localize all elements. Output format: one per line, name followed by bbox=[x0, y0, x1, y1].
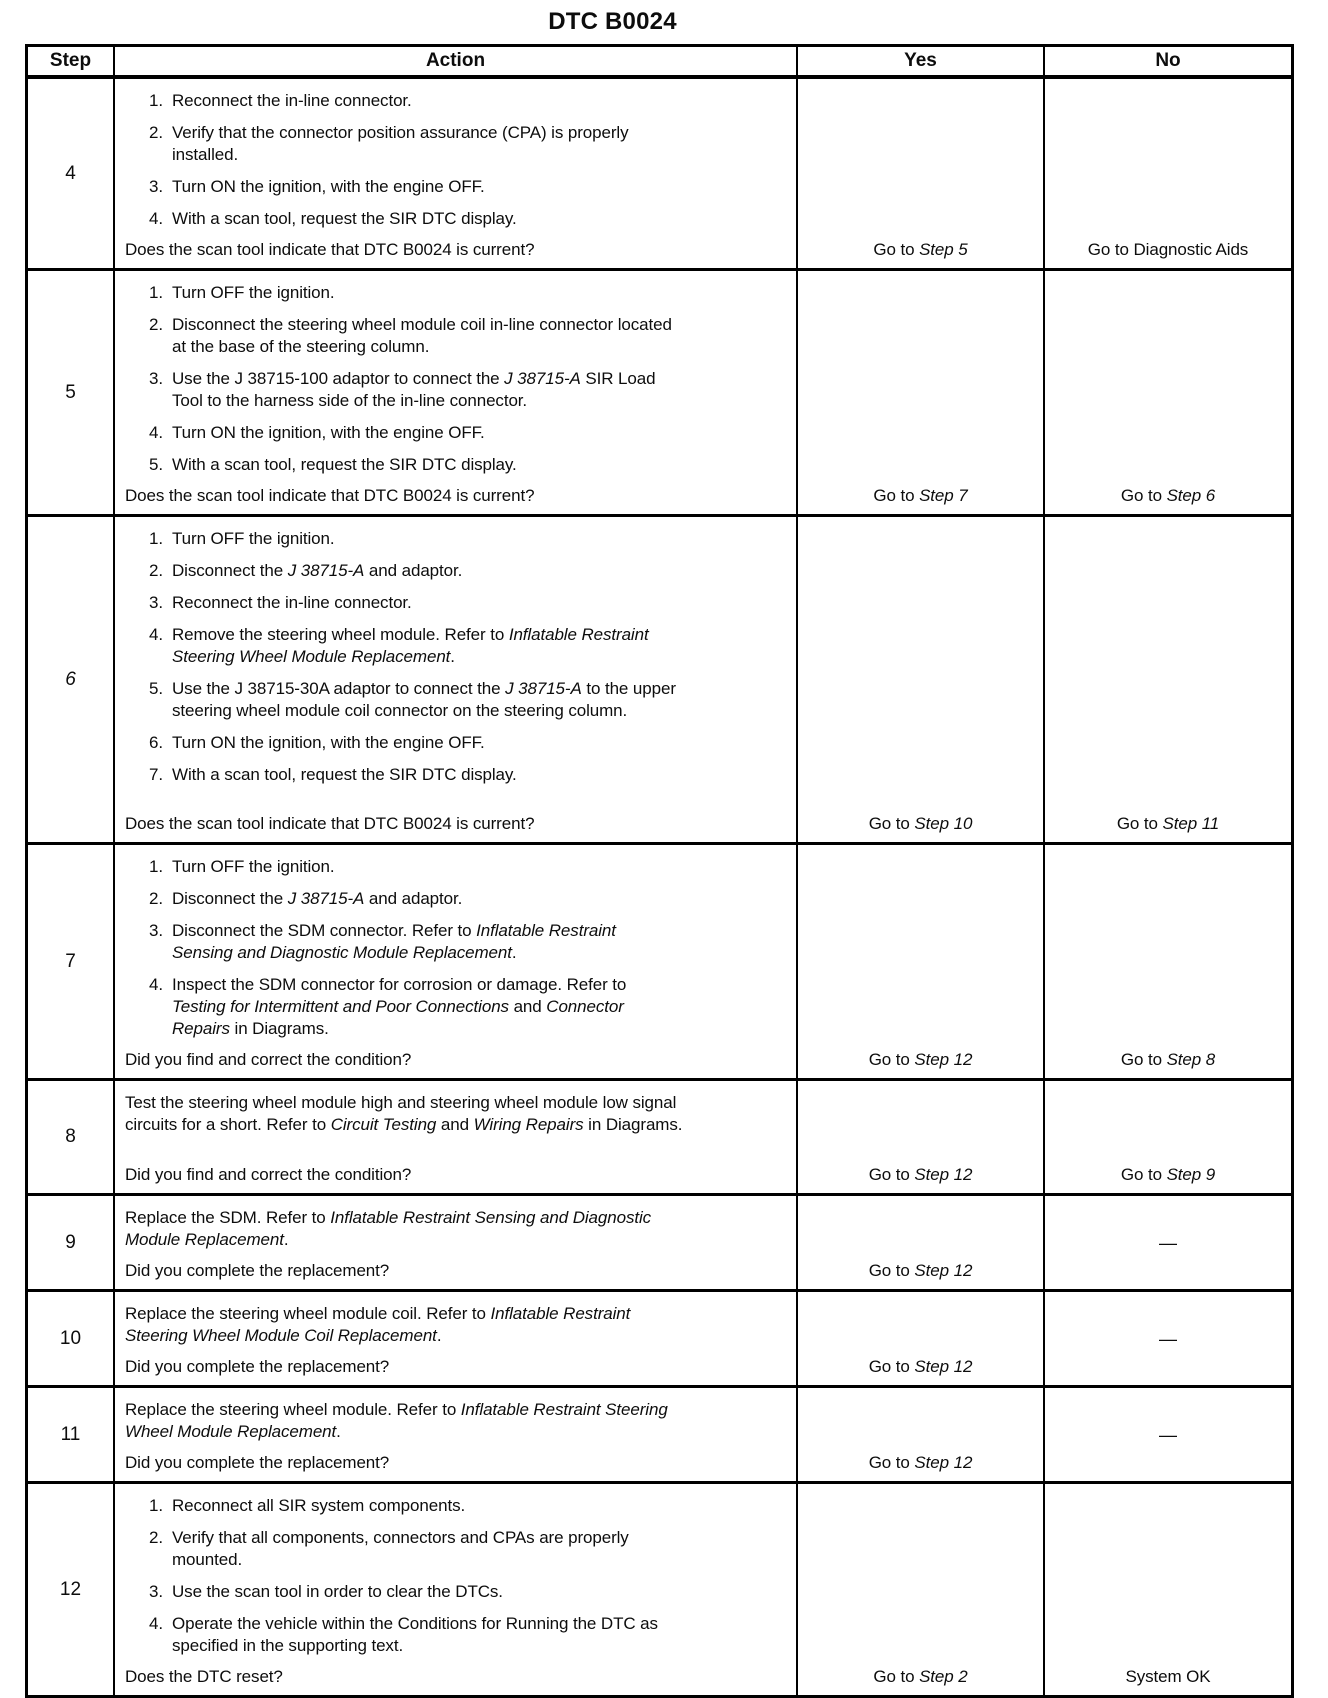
question-text: Did you complete the replacement? bbox=[125, 1357, 390, 1376]
item-number: 4. bbox=[149, 625, 163, 644]
item-text: Reconnect the in-line connector. bbox=[172, 91, 412, 110]
action-cell bbox=[115, 1484, 798, 1695]
action-item bbox=[125, 1527, 790, 1571]
item-text: Use the J 38715-30A adaptor to connect the J 38715-A to the upper steering wheel module coil connector on the steering column. bbox=[172, 679, 676, 720]
action-list bbox=[125, 856, 790, 1040]
goto-text: System OK bbox=[1125, 1667, 1211, 1686]
item-number: 3. bbox=[149, 1582, 163, 1601]
no-cell bbox=[1045, 271, 1291, 514]
action-cell bbox=[115, 1388, 798, 1481]
action-item bbox=[125, 1581, 790, 1603]
goto-text: Go to Step 9 bbox=[1120, 1165, 1216, 1184]
yes-cell bbox=[798, 1388, 1045, 1481]
step-cell bbox=[28, 79, 115, 268]
question-text: Does the scan tool indicate that DTC B0024 is current? bbox=[125, 240, 535, 259]
action-item bbox=[125, 314, 790, 358]
item-text: Reconnect the in-line connector. bbox=[172, 593, 412, 612]
item-text: Turn OFF the ignition. bbox=[172, 283, 335, 302]
item-text: Use the J 38715-100 adaptor to connect the J 38715-A SIR Load Tool to the harness side of the in-line connector. bbox=[172, 369, 656, 410]
action-paragraph: Replace the SDM. Refer to Inflatable Restraint Sensing and Diagnostic Module Replacement. bbox=[125, 1208, 652, 1249]
item-number: 1. bbox=[149, 91, 163, 110]
action-cell bbox=[115, 1292, 798, 1385]
action-item bbox=[125, 678, 790, 722]
table-row bbox=[28, 517, 1291, 845]
step-cell bbox=[28, 517, 115, 842]
action-item bbox=[125, 560, 790, 582]
item-number: 2. bbox=[149, 561, 163, 580]
action-item bbox=[125, 856, 790, 878]
item-text: Inspect the SDM connector for corrosion or damage. Refer to Testing for Intermittent and Poor Connections and Connector Repairs in Diagrams. bbox=[172, 975, 627, 1038]
item-text: Disconnect the SDM connector. Refer to Inflatable Restraint Sensing and Diagnostic Module Replacement. bbox=[172, 921, 616, 962]
dash-placeholder: — bbox=[1159, 1424, 1177, 1445]
action-item bbox=[125, 888, 790, 910]
step-number: 4 bbox=[65, 162, 76, 184]
no-cell bbox=[1045, 1292, 1291, 1385]
item-number: 2. bbox=[149, 889, 163, 908]
goto-text: Go to Step 12 bbox=[868, 1261, 973, 1280]
table-row bbox=[28, 271, 1291, 517]
item-number: 1. bbox=[149, 529, 163, 548]
action-cell bbox=[115, 1081, 798, 1193]
action-item bbox=[125, 454, 790, 476]
header-cell-step: Step bbox=[28, 47, 115, 75]
action-cell bbox=[115, 271, 798, 514]
action-item bbox=[125, 90, 790, 112]
action-paragraph: Replace the steering wheel module. Refer to Inflatable Restraint Steering Wheel Module Replacement. bbox=[125, 1400, 668, 1441]
no-cell bbox=[1045, 79, 1291, 268]
action-list bbox=[125, 528, 790, 786]
item-text: Verify that all components, connectors and CPAs are properly mounted. bbox=[172, 1528, 629, 1569]
yes-cell bbox=[798, 1196, 1045, 1289]
yes-cell bbox=[798, 845, 1045, 1078]
step-cell bbox=[28, 1081, 115, 1193]
question-text: Does the DTC reset? bbox=[125, 1667, 283, 1686]
action-cell bbox=[115, 1196, 798, 1289]
step-number: 10 bbox=[59, 1327, 82, 1349]
header-cell-no: No bbox=[1155, 50, 1181, 71]
table-header-row bbox=[28, 47, 1291, 79]
item-text: With a scan tool, request the SIR DTC display. bbox=[172, 455, 517, 474]
item-number: 5. bbox=[149, 679, 163, 698]
yes-cell bbox=[798, 271, 1045, 514]
step-number: 5 bbox=[65, 381, 76, 403]
yes-cell bbox=[798, 79, 1045, 268]
action-cell bbox=[115, 79, 798, 268]
question-text: Does the scan tool indicate that DTC B0024 is current? bbox=[125, 486, 535, 505]
goto-text: Go to Step 2 bbox=[873, 1667, 968, 1686]
question-text: Did you complete the replacement? bbox=[125, 1453, 390, 1472]
item-number: 4. bbox=[149, 423, 163, 442]
action-paragraph: Replace the steering wheel module coil. Refer to Inflatable Restraint Steering Wheel Module Coil Replacement. bbox=[125, 1304, 631, 1345]
action-item bbox=[125, 920, 790, 964]
item-number: 3. bbox=[149, 177, 163, 196]
table-row bbox=[28, 1292, 1291, 1388]
action-item bbox=[125, 528, 790, 550]
item-number: 2. bbox=[149, 315, 163, 334]
action-item bbox=[125, 176, 790, 198]
header-cell-action: Action bbox=[115, 47, 798, 75]
item-text: Disconnect the steering wheel module coil in-line connector located at the base of the steering column. bbox=[172, 315, 672, 356]
item-text: Remove the steering wheel module. Refer to Inflatable Restraint Steering Wheel Module Replacement. bbox=[172, 625, 649, 666]
goto-text: Go to Step 12 bbox=[868, 1165, 973, 1184]
no-cell bbox=[1045, 845, 1291, 1078]
item-text: Verify that the connector position assurance (CPA) is properly installed. bbox=[172, 123, 629, 164]
dash-placeholder: — bbox=[1159, 1328, 1177, 1349]
item-number: 3. bbox=[149, 921, 163, 940]
step-cell bbox=[28, 271, 115, 514]
no-cell bbox=[1045, 517, 1291, 842]
goto-text: Go to Step 5 bbox=[873, 240, 968, 259]
item-number: 1. bbox=[149, 857, 163, 876]
item-text: Turn OFF the ignition. bbox=[172, 857, 335, 876]
item-number: 3. bbox=[149, 593, 163, 612]
step-cell bbox=[28, 845, 115, 1078]
question-text: Did you find and correct the condition? bbox=[125, 1050, 412, 1069]
no-cell bbox=[1045, 1484, 1291, 1695]
goto-text: Go to Step 12 bbox=[868, 1050, 973, 1069]
goto-text: Go to Step 11 bbox=[1116, 814, 1220, 833]
no-cell bbox=[1045, 1196, 1291, 1289]
yes-cell bbox=[798, 1292, 1045, 1385]
table-row bbox=[28, 1196, 1291, 1292]
item-text: Reconnect all SIR system components. bbox=[172, 1496, 466, 1515]
step-cell bbox=[28, 1196, 115, 1289]
step-cell bbox=[28, 1292, 115, 1385]
yes-cell bbox=[798, 517, 1045, 842]
page-title: DTC B0024 bbox=[548, 8, 677, 35]
yes-cell bbox=[798, 1484, 1045, 1695]
item-text: With a scan tool, request the SIR DTC display. bbox=[172, 765, 517, 784]
step-number: 6 bbox=[65, 668, 76, 690]
item-number: 4. bbox=[149, 1614, 163, 1633]
step-cell bbox=[28, 1484, 115, 1695]
action-item bbox=[125, 732, 790, 754]
item-text: Operate the vehicle within the Conditions for Running the DTC as specified in the supporting text. bbox=[172, 1614, 658, 1655]
action-item bbox=[125, 624, 790, 668]
item-number: 1. bbox=[149, 1496, 163, 1515]
step-number: 8 bbox=[65, 1126, 76, 1147]
item-number: 1. bbox=[149, 283, 163, 302]
item-number: 3. bbox=[149, 369, 163, 388]
item-number: 2. bbox=[149, 123, 163, 142]
action-item bbox=[125, 974, 790, 1040]
step-number: 11 bbox=[60, 1423, 81, 1445]
dash-placeholder: — bbox=[1159, 1232, 1177, 1253]
item-text: With a scan tool, request the SIR DTC display. bbox=[172, 209, 517, 228]
step-cell bbox=[28, 1388, 115, 1481]
action-cell bbox=[115, 517, 798, 842]
item-number: 6. bbox=[149, 733, 163, 752]
no-cell bbox=[1045, 1388, 1291, 1481]
action-list bbox=[125, 90, 790, 230]
table-row bbox=[28, 1388, 1291, 1484]
goto-text: Go to Step 8 bbox=[1120, 1050, 1216, 1069]
item-text: Turn OFF the ignition. bbox=[172, 529, 335, 548]
action-item bbox=[125, 282, 790, 304]
step-number: 12 bbox=[59, 1578, 82, 1600]
action-item bbox=[125, 764, 790, 786]
yes-cell bbox=[798, 1081, 1045, 1193]
item-text: Turn ON the ignition, with the engine OFF. bbox=[172, 423, 485, 442]
item-text: Disconnect the J 38715-A and adaptor. bbox=[172, 889, 463, 908]
action-item bbox=[125, 1613, 790, 1657]
table-row bbox=[28, 1081, 1291, 1196]
action-item bbox=[125, 422, 790, 444]
table-row bbox=[28, 845, 1291, 1081]
no-cell bbox=[1045, 1081, 1291, 1193]
header-cell-yes: Yes bbox=[798, 47, 1045, 75]
item-text: Use the scan tool in order to clear the DTCs. bbox=[172, 1582, 503, 1601]
action-item bbox=[125, 122, 790, 166]
goto-text: Go to Step 7 bbox=[873, 486, 968, 505]
action-cell bbox=[115, 845, 798, 1078]
goto-text: Go to Step 12 bbox=[868, 1357, 973, 1376]
table-row bbox=[28, 79, 1291, 271]
action-item bbox=[125, 208, 790, 230]
action-item bbox=[125, 1495, 790, 1517]
item-number: 2. bbox=[149, 1528, 163, 1547]
action-list bbox=[125, 282, 790, 476]
step-number: 9 bbox=[65, 1231, 76, 1253]
table-row bbox=[28, 1484, 1291, 1695]
diagnostic-table bbox=[25, 44, 1294, 1698]
action-item bbox=[125, 592, 790, 614]
step-number: 7 bbox=[65, 950, 76, 972]
item-number: 4. bbox=[149, 975, 163, 994]
goto-text: Go to Step 10 bbox=[868, 814, 973, 833]
question-text: Does the scan tool indicate that DTC B0024 is current? bbox=[125, 814, 535, 833]
item-number: 7. bbox=[149, 765, 163, 784]
action-item bbox=[125, 368, 790, 412]
item-text: Disconnect the J 38715-A and adaptor. bbox=[172, 561, 463, 580]
item-number: 5. bbox=[149, 455, 163, 474]
question-text: Did you complete the replacement? bbox=[125, 1261, 390, 1280]
question-text: Did you find and correct the condition? bbox=[125, 1165, 412, 1184]
action-list bbox=[125, 1495, 790, 1657]
goto-text: Go to Step 6 bbox=[1120, 486, 1216, 505]
action-paragraph: Test the steering wheel module high and steering wheel module low signal circuits for a short. Refer to Circuit Testing and Wiring Repairs in Diagrams. bbox=[125, 1093, 683, 1134]
goto-text: Go to Step 12 bbox=[868, 1453, 973, 1472]
goto-text: Go to Diagnostic Aids bbox=[1087, 240, 1249, 259]
item-number: 4. bbox=[149, 209, 163, 228]
item-text: Turn ON the ignition, with the engine OFF. bbox=[172, 733, 485, 752]
item-text: Turn ON the ignition, with the engine OFF. bbox=[172, 177, 485, 196]
